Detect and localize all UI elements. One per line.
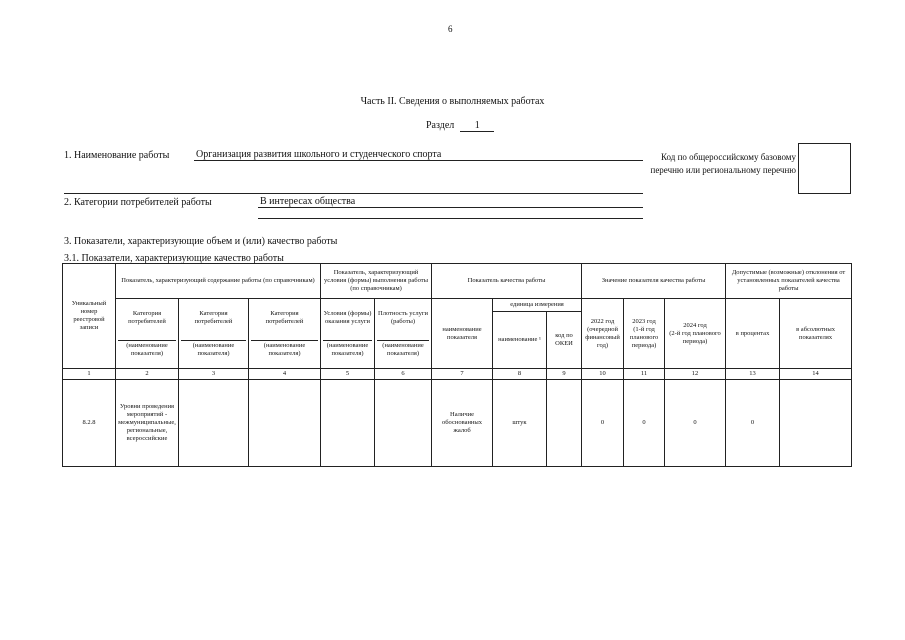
row-value-2024: 0 [665, 380, 726, 467]
row-value-2023: 0 [624, 380, 665, 467]
row-content-value: Уровни проведения мероприятий - межмуниципальные, региональные, всероссийские [116, 380, 179, 467]
year-2024-label: 2024 год [683, 321, 707, 329]
header-allowed-deviation: Допустимые (возможные) отклонения от установленных показателей качества работы [726, 264, 852, 299]
registry-code-box[interactable] [798, 143, 851, 194]
indicators-heading: 3. Показатели, характеризующие объем и (или) качество работы [64, 236, 338, 247]
row-value-2022: 0 [582, 380, 624, 467]
header-unit: единица измерения [493, 299, 582, 312]
quality-indicators-heading: 3.1. Показатели, характеризующие качество работы [64, 253, 284, 264]
consumer-category-2-note: (наименование показателя) [181, 340, 246, 358]
header-deviation-percent: в процентах [726, 299, 780, 369]
service-conditions-text: Условия (формы) оказания услуги [323, 309, 372, 325]
consumer-category-1-note: (наименование показателя) [118, 340, 176, 358]
header-consumer-category-2 [179, 299, 249, 369]
quality-indicators-table [62, 263, 852, 467]
column-number: 4 [249, 369, 321, 380]
consumer-category-2-text: Категория потребителей [194, 309, 233, 325]
header-service-conditions [321, 299, 375, 369]
year-2022-label: 2022 год [590, 317, 615, 325]
column-number: 11 [624, 369, 665, 380]
year-2023-note: (1-й год планового периода) [629, 325, 659, 349]
year-2022-note: (очередной финансовый год) [585, 325, 620, 349]
header-deviation-absolute: в абсолютных показателях [780, 299, 852, 369]
service-density-note: (наименование показателя) [377, 340, 429, 358]
consumer-category-underline-2 [258, 218, 643, 219]
header-service-density [375, 299, 432, 369]
consumer-category-1-text: Категория потребителей [128, 309, 166, 325]
column-number: 10 [582, 369, 624, 380]
row-unit-code [547, 380, 582, 467]
column-number: 8 [493, 369, 547, 380]
work-name-label: 1. Наименование работы [64, 150, 170, 161]
header-year-2023 [624, 299, 665, 369]
work-name-underline-2 [64, 193, 643, 194]
column-number: 13 [726, 369, 780, 380]
header-consumer-category-1 [116, 299, 179, 369]
column-number: 7 [432, 369, 493, 380]
row-deviation-percent: 0 [726, 380, 780, 467]
work-name-underline [194, 160, 643, 161]
row-empty-cell [321, 380, 375, 467]
column-number: 2 [116, 369, 179, 380]
column-number: 12 [665, 369, 726, 380]
header-indicator-name: наименование показателя [432, 299, 493, 369]
consumer-category-label: 2. Категории потребителей работы [64, 197, 212, 208]
consumer-category-3-text: Категория потребителей [265, 309, 304, 325]
section-number: 1 [460, 120, 494, 132]
row-empty-cell [375, 380, 432, 467]
work-name-value: Организация развития школьного и студенческого спорта [196, 149, 442, 160]
consumer-category-3-note: (наименование показателя) [251, 340, 318, 358]
column-number: 14 [780, 369, 852, 380]
row-indicator-name: Наличие обоснованных жалоб [432, 380, 493, 467]
header-unit-name: наименование ¹ [493, 312, 547, 369]
year-2023-label: 2023 год [632, 317, 656, 325]
service-conditions-note: (наименование показателя) [323, 340, 372, 358]
row-empty-cell [179, 380, 249, 467]
row-unit-name: штук [493, 380, 547, 467]
header-content-indicator: Показатель, характеризующий содержание работы (по справочникам) [116, 264, 321, 299]
row-registry-code: 8.2.8 [63, 380, 116, 467]
header-quality-values: Значение показателя качества работы [582, 264, 726, 299]
service-density-text: Плотность услуги (работы) [378, 309, 428, 325]
header-unique-number: Уникальный номер реестровой записи [63, 264, 116, 369]
part-title: Часть II. Сведения о выполняемых работах [360, 96, 545, 107]
consumer-category-underline [258, 207, 643, 208]
header-year-2024 [665, 299, 726, 369]
header-year-2022 [582, 299, 624, 369]
registry-code-label: Код по общероссийскому базовому перечню или региональному перечню [650, 152, 796, 175]
column-number: 3 [179, 369, 249, 380]
row-empty-cell [249, 380, 321, 467]
column-number: 5 [321, 369, 375, 380]
column-number: 9 [547, 369, 582, 380]
table-row [63, 380, 852, 467]
page-number: 6 [448, 24, 453, 34]
section-heading [426, 120, 494, 132]
header-conditions-indicator: Показатель, характеризующий условия (формы) выполнения работы (по справочникам) [321, 264, 432, 299]
column-number: 1 [63, 369, 116, 380]
section-label: Раздел [426, 120, 455, 131]
header-consumer-category-3 [249, 299, 321, 369]
column-number: 6 [375, 369, 432, 380]
consumer-category-value: В интересах общества [260, 196, 356, 207]
header-quality-indicator: Показатель качества работы [432, 264, 582, 299]
header-unit-code: код по ОКЕИ [547, 312, 582, 369]
row-deviation-absolute [780, 380, 852, 467]
year-2024-note: (2-й год планового периода) [669, 329, 721, 345]
